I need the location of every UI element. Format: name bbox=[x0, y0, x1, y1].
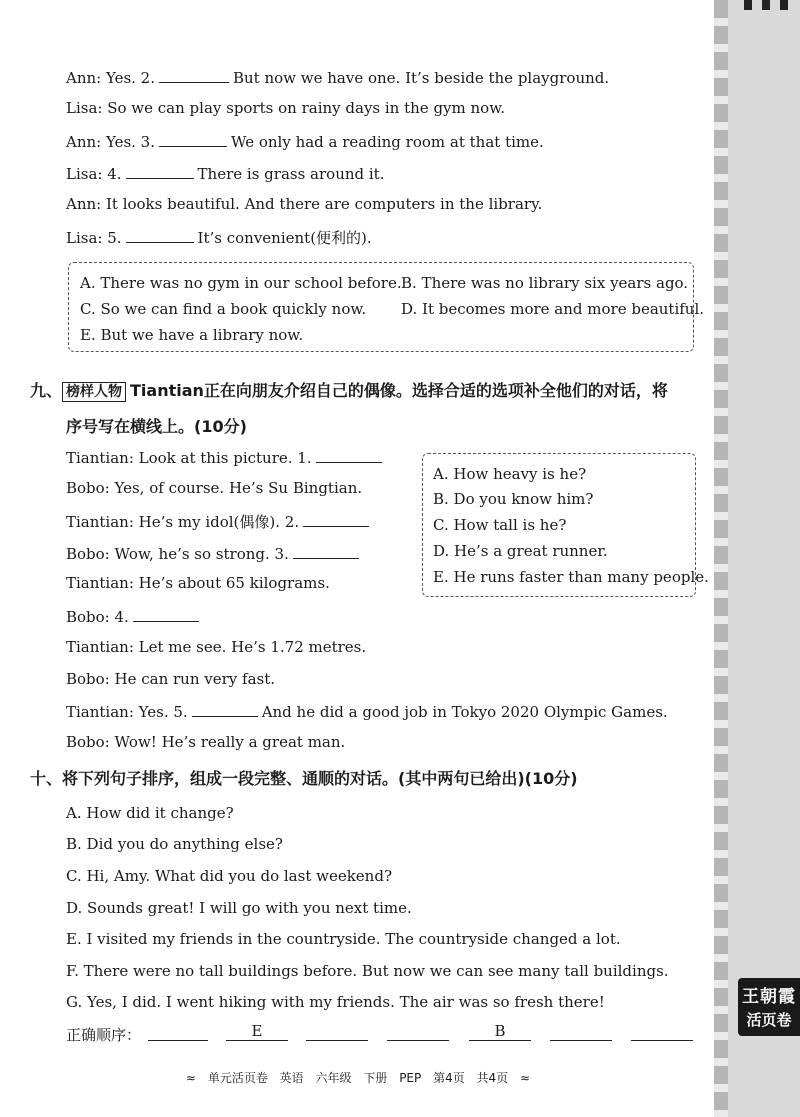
dialogue-line bbox=[66, 194, 542, 214]
line-text: Bobo: Yes, of course. He’s Su Bingtian. bbox=[66, 479, 363, 497]
footer-series: 单元活页卷 bbox=[207, 1071, 268, 1085]
footer-grade: 六年级 bbox=[315, 1071, 352, 1085]
line-text: Tiantian: He’s my idol(偶像). 2. bbox=[66, 513, 300, 531]
footer-volume: 下册 bbox=[363, 1071, 388, 1085]
order-blank-7[interactable] bbox=[631, 1040, 693, 1041]
dialogue-line bbox=[66, 732, 345, 752]
brand-subtitle: 活页卷 bbox=[746, 1011, 792, 1029]
footer-wave-icon: ≈ bbox=[520, 1071, 531, 1085]
order-blank-6[interactable] bbox=[550, 1040, 612, 1041]
line-text: We only had a reading room at that time. bbox=[231, 133, 544, 151]
dialogue-line bbox=[66, 66, 609, 88]
option-b: B. There was no library six years ago. bbox=[401, 274, 689, 292]
order-given-5: B bbox=[494, 1022, 506, 1040]
section-instruction: 将下列句子排序，组成一段完整、通顺的对话。(其中两句已给出)(10分) bbox=[62, 769, 578, 788]
answer-blank[interactable] bbox=[316, 446, 382, 463]
binding-mark bbox=[744, 0, 752, 10]
dialogue-line bbox=[66, 573, 330, 593]
sentence-g: G. Yes, I did. I went hiking with my friends. The air was so fresh there! bbox=[66, 993, 605, 1011]
sentence-b: B. Did you do anything else? bbox=[66, 835, 283, 853]
section-9-title bbox=[30, 380, 668, 402]
line-text: Lisa: So we can play sports on rainy days in the gym now. bbox=[66, 99, 506, 117]
dialogue-line bbox=[66, 669, 275, 689]
order-label: 正确顺序： bbox=[66, 1026, 142, 1044]
brand-logo bbox=[738, 978, 800, 1036]
line-text: Lisa: 4. bbox=[66, 165, 122, 183]
answer-blank[interactable] bbox=[303, 510, 369, 527]
binding-strip bbox=[716, 0, 800, 1117]
option-e: E. But we have a library now. bbox=[80, 326, 304, 344]
dialogue-line bbox=[66, 700, 668, 722]
order-blank-1[interactable] bbox=[148, 1040, 208, 1041]
section-tag: 榜样人物 bbox=[62, 382, 126, 402]
section-number: 九、 bbox=[30, 381, 63, 400]
answer-blank[interactable] bbox=[159, 130, 227, 147]
dialogue-line bbox=[66, 637, 366, 657]
footer-wave-icon: ≈ bbox=[185, 1071, 196, 1085]
dialogue-line bbox=[66, 605, 203, 627]
binding-mark bbox=[762, 0, 770, 10]
answer-blank[interactable] bbox=[293, 542, 359, 559]
section-instruction-cont: 序号写在横线上。(10分) bbox=[66, 417, 247, 436]
torn-edge bbox=[714, 0, 728, 1117]
line-text: Bobo: Wow, he’s so strong. 3. bbox=[66, 545, 289, 563]
footer-subject: 英语 bbox=[279, 1071, 304, 1085]
sentence-c: C. Hi, Amy. What did you do last weekend? bbox=[66, 867, 392, 885]
dialogue-line bbox=[66, 510, 373, 532]
option-a: A. How heavy is he? bbox=[433, 465, 587, 483]
option-c: C. How tall is he? bbox=[433, 516, 567, 534]
line-text: There is grass around it. bbox=[197, 165, 385, 183]
line-text: Bobo: Wow! He’s really a great man. bbox=[66, 733, 346, 751]
order-given-2: E bbox=[251, 1022, 263, 1040]
line-text: But now we have one. It’s beside the playground. bbox=[233, 69, 610, 87]
order-blank-2 bbox=[226, 1040, 288, 1041]
option-b: B. Do you know him? bbox=[433, 490, 594, 508]
section-instruction: Tiantian正在向朋友介绍自己的偶像。选择合适的选项补全他们的对话，将 bbox=[130, 381, 668, 400]
dialogue-line bbox=[66, 542, 363, 564]
brand-name: 王朝霞 bbox=[742, 987, 796, 1007]
section-10-title bbox=[30, 768, 578, 790]
order-blank-4[interactable] bbox=[387, 1040, 449, 1041]
dialogue-line bbox=[66, 478, 362, 498]
line-text: Bobo: 4. bbox=[66, 608, 129, 626]
footer-edition: PEP bbox=[399, 1071, 422, 1085]
option-d: D. It becomes more and more beautiful. bbox=[401, 300, 705, 318]
sentence-f: F. There were no tall buildings before. But now we can see many tall buildings. bbox=[66, 962, 669, 980]
line-text: And he did a good job in Tokyo 2020 Olympic Games. bbox=[261, 703, 668, 721]
dialogue-line bbox=[66, 226, 372, 248]
option-d: D. He’s a great runner. bbox=[433, 542, 608, 560]
line-text: Lisa: 5. bbox=[66, 229, 122, 247]
order-blank-5 bbox=[469, 1040, 531, 1041]
answer-blank[interactable] bbox=[192, 700, 258, 717]
sentence-d: D. Sounds great! I will go with you next time. bbox=[66, 899, 412, 917]
option-a: A. There was no gym in our school before. bbox=[80, 274, 402, 292]
line-text: Ann: Yes. 3. bbox=[66, 133, 155, 151]
sentence-a: A. How did it change? bbox=[66, 804, 234, 822]
option-e: E. He runs faster than many people. bbox=[433, 568, 709, 586]
dialogue-line bbox=[66, 162, 384, 184]
line-text: Tiantian: Let me see. He’s 1.72 metres. bbox=[66, 638, 367, 656]
answer-blank[interactable] bbox=[126, 226, 194, 243]
answer-blank[interactable] bbox=[126, 162, 194, 179]
line-text: Tiantian: He’s about 65 kilograms. bbox=[66, 574, 330, 592]
line-text: It’s convenient(便利的). bbox=[197, 229, 372, 247]
section-number: 十、 bbox=[30, 769, 63, 788]
page-footer bbox=[0, 1069, 716, 1086]
footer-page-number: 第4页 bbox=[433, 1071, 465, 1085]
line-text: Bobo: He can run very fast. bbox=[66, 670, 276, 688]
binding-mark bbox=[780, 0, 788, 10]
option-c: C. So we can find a book quickly now. bbox=[80, 300, 367, 318]
dialogue-line bbox=[66, 98, 505, 118]
answer-blank[interactable] bbox=[133, 605, 199, 622]
sentence-e: E. I visited my friends in the countryside. The countryside changed a lot. bbox=[66, 930, 621, 948]
footer-page-total: 共4页 bbox=[476, 1071, 509, 1085]
answer-blank[interactable] bbox=[159, 66, 229, 83]
line-text: Ann: Yes. 2. bbox=[66, 69, 155, 87]
dialogue-line bbox=[66, 446, 386, 468]
line-text: Tiantian: Look at this picture. 1. bbox=[66, 449, 312, 467]
order-blank-3[interactable] bbox=[306, 1040, 368, 1041]
line-text: Ann: It looks beautiful. And there are computers in the library. bbox=[66, 195, 543, 213]
dialogue-line bbox=[66, 130, 544, 152]
line-text: Tiantian: Yes. 5. bbox=[66, 703, 188, 721]
